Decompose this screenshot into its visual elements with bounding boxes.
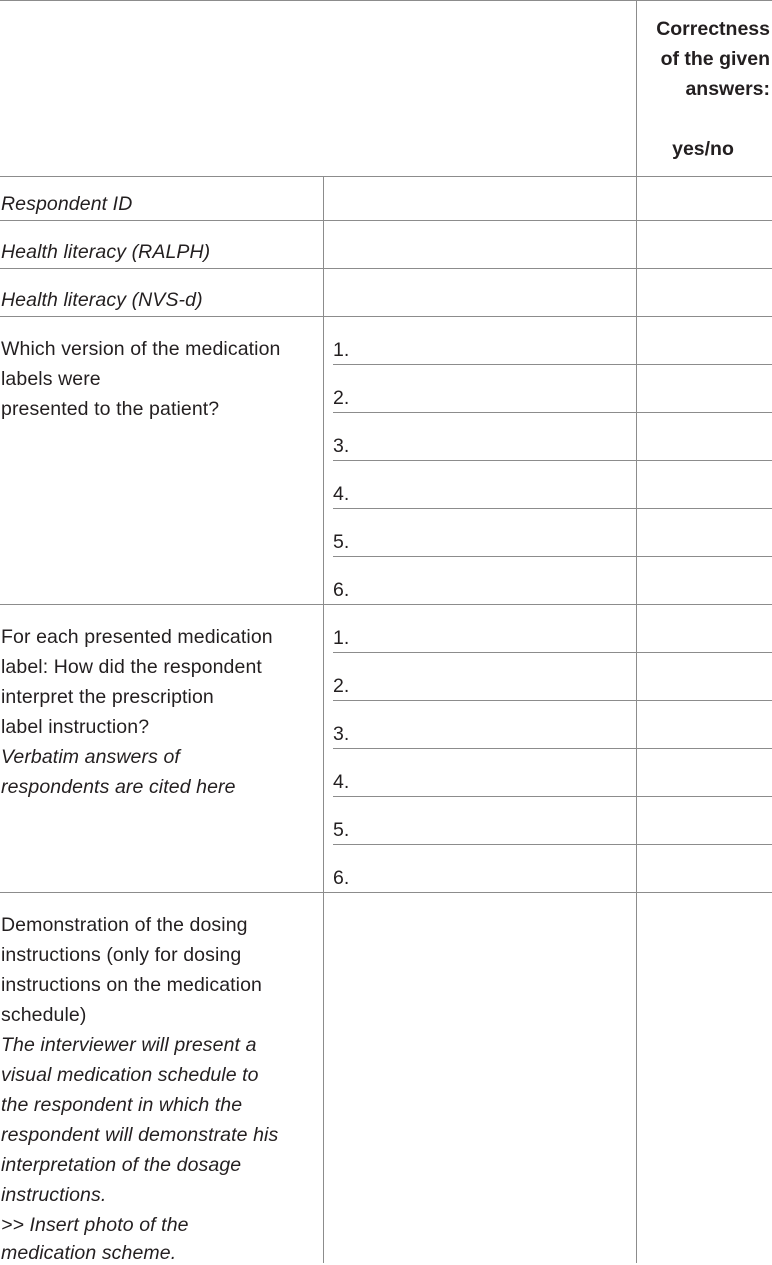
answer-number: 2. (333, 675, 350, 697)
answer-rule (333, 700, 772, 701)
version-question-line: Which version of the medication (1, 338, 281, 360)
interpret-note-line: respondents are cited here (1, 776, 236, 798)
version-question-line: labels were (1, 368, 101, 390)
answer-number: 3. (333, 435, 350, 457)
demo-question-line: Demonstration of the dosing (1, 914, 248, 936)
header-yes-no: yes/no (672, 138, 734, 160)
demo-note-line: the respondent in which the (1, 1094, 243, 1116)
header-title-line: of the given (660, 48, 770, 70)
respondent-id-label: Respondent ID (1, 193, 133, 215)
answer-rule (333, 796, 772, 797)
demo-note-line: medication scheme. (1, 1242, 177, 1264)
row-rule (0, 220, 772, 221)
answer-rule (333, 364, 772, 365)
answer-rule (333, 412, 772, 413)
interpret-question-line: label instruction? (1, 716, 150, 738)
answer-number: 5. (333, 531, 350, 553)
row-rule (0, 892, 772, 893)
health-literacy-nvs-label: Health literacy (NVS-d) (1, 289, 203, 311)
column-divider (323, 176, 324, 1263)
demo-question-line: schedule) (1, 1004, 87, 1026)
answer-number: 1. (333, 339, 350, 361)
demo-note-line: The interviewer will present a (1, 1034, 257, 1056)
interpret-note-line: Verbatim answers of (1, 746, 180, 768)
health-literacy-ralph-label: Health literacy (RALPH) (1, 241, 211, 263)
answer-number: 3. (333, 723, 350, 745)
answer-number: 4. (333, 483, 350, 505)
answer-rule (333, 556, 772, 557)
interpret-question-line: interpret the prescription (1, 686, 214, 708)
demo-note-line: respondent will demonstrate his (1, 1124, 279, 1146)
row-rule (0, 316, 772, 317)
answer-number: 1. (333, 627, 350, 649)
interpret-question-line: label: How did the respondent (1, 656, 262, 678)
demo-note-line: visual medication schedule to (1, 1064, 259, 1086)
row-rule (0, 604, 772, 605)
table-top-rule (0, 0, 772, 1)
demo-question-line: instructions on the medication (1, 974, 262, 996)
answer-rule (333, 652, 772, 653)
interpret-question-line: For each presented medication (1, 626, 273, 648)
answer-number: 4. (333, 771, 350, 793)
answer-number: 6. (333, 867, 350, 889)
answer-number: 2. (333, 387, 350, 409)
header-title-line: answers: (685, 78, 770, 100)
row-rule (0, 268, 772, 269)
header-title-line: Correctness (656, 18, 770, 40)
answer-number: 5. (333, 819, 350, 841)
column-divider (636, 0, 637, 1263)
header-bottom-rule (0, 176, 772, 177)
answer-rule (333, 508, 772, 509)
version-question-line: presented to the patient? (1, 398, 220, 420)
answer-rule (333, 844, 772, 845)
demo-question-line: instructions (only for dosing (1, 944, 242, 966)
demo-note-line: instructions. (1, 1184, 107, 1206)
answer-rule (333, 460, 772, 461)
answer-rule (333, 748, 772, 749)
answer-number: 6. (333, 579, 350, 601)
demo-note-line: >> Insert photo of the (1, 1214, 189, 1236)
demo-note-line: interpretation of the dosage (1, 1154, 242, 1176)
